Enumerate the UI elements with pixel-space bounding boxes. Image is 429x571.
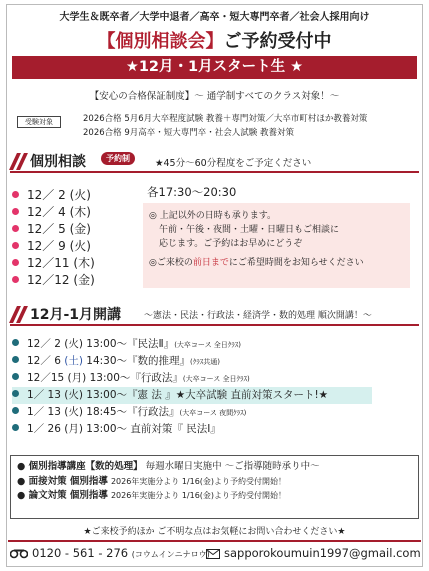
notice-box <box>143 203 410 288</box>
phone-icon <box>10 548 28 562</box>
class-row: 12／ 2 (火) 13:00～『民法Ⅱ』(大卒コース 全日ｸﾗｽ) <box>12 336 241 353</box>
consult-title: 個別相談 <box>30 154 86 170</box>
consult-date-row: 12／ 2 (火) <box>12 187 91 203</box>
consult-date-row: 12／ 4 (木) <box>12 204 91 220</box>
class-row: 12／ 6 (土) 14:30～『数的推理』(ｸﾗｽ共通) <box>12 353 220 370</box>
notice-line: 午前・午後・夜間・土曜・日曜日もご相談に <box>159 225 340 235</box>
title-main: 個別相談会 <box>115 31 206 52</box>
footer-divider <box>8 540 421 542</box>
footer-note: ★ご来校予約ほか ご不明な点はお気軽にお問い合わせください★ <box>83 527 346 537</box>
reservation-badge: 予約制 <box>101 152 135 165</box>
slash-icon <box>10 152 26 170</box>
notice-line: 応じます。ご予約はお早めにどうぞ <box>159 239 303 249</box>
bullet-dot-icon <box>12 276 19 283</box>
start-banner: ★12月・1月スタート生 ★ <box>12 56 417 79</box>
title-bracket-close: 】 <box>205 31 224 52</box>
bullet-dot-icon <box>12 373 19 380</box>
bullet-dot-icon <box>12 407 19 414</box>
consult-time-range: 各17:30～20:30 <box>147 185 237 199</box>
consult-date-row: 12／ 5 (金) <box>12 221 91 237</box>
section-divider <box>10 324 419 326</box>
classes-subtitle: ～憲法・民法・行政法・経済学・数的処理 順次開講！～ <box>144 311 372 321</box>
phone-reading: (コウムインニナロウ) <box>131 550 210 559</box>
classes-title: 12月-1月開講 <box>30 307 122 323</box>
slash-icon <box>10 305 26 323</box>
consult-date-row: 12／11 (木) <box>12 255 95 271</box>
audience-line: 大学生＆既卒者／大学中退者／高卒・短大専門卒者／社会人採用向け <box>59 12 370 23</box>
program-line: ● 面接対策 個別指導 2026年実施分より 1/16(金)より予約受付開始！ <box>17 475 287 487</box>
class-row-highlighted: 1／ 13 (火) 13:00～『憲 法 』★大卒試験 直前対策スタート!★ <box>12 387 372 404</box>
bullet-dot-icon <box>12 208 19 215</box>
bullet-dot-icon <box>12 424 19 431</box>
phone-number[interactable]: 0120 - 561 - 276 <box>32 546 129 560</box>
target-line-1: 2026合格 5月6月大卒程度試験 教養＋専門対策／大卒市町村ほか教養対策 <box>83 114 368 124</box>
page-title <box>0 27 429 53</box>
phone-contact[interactable] <box>10 546 210 562</box>
title-suffix: ご予約受付中 <box>223 31 332 52</box>
bullet-dot-icon <box>12 242 19 249</box>
bullet-dot-icon <box>12 191 19 198</box>
title-bracket-open: 【 <box>97 31 116 52</box>
duration-note: ★45分～60分程度をご予定ください <box>155 158 312 169</box>
email-contact[interactable] <box>206 546 421 562</box>
mail-icon <box>206 548 220 562</box>
class-row: 1／ 26 (月) 13:00～ 直前対策『 民法Ⅰ』 <box>12 421 221 438</box>
bullet-dot-icon <box>12 390 19 397</box>
notice-line: ◎ご来校の前日までにご希望時間をお知らせください <box>149 258 364 268</box>
program-line: ● 論文対策 個別指導 2026年実施分より 1/16(金)より予約受付開始！ <box>17 490 287 501</box>
guarantee-text: 【安心の合格保証制度】～ 通学制すべてのクラス対象！～ <box>89 91 340 102</box>
target-tag: 受験対象 <box>17 116 61 128</box>
consult-date-row: 12／ 9 (火) <box>12 238 91 254</box>
bullet-dot-icon <box>12 259 19 266</box>
bullet-dot-icon <box>12 339 19 346</box>
programs-box <box>10 455 419 519</box>
consult-date-row: 12／12 (金) <box>12 272 95 288</box>
email-address[interactable]: sapporokoumuin1997@gmail.com <box>224 546 421 560</box>
program-line: ● 個別指導講座【数的処理】 毎週水曜日実施中 ～ご指導随時承り中～ <box>17 461 320 472</box>
notice-line: ◎ 上記以外の日時も承ります。 <box>149 211 276 221</box>
section-divider <box>10 171 419 173</box>
class-row: 12／15 (月) 13:00～『行政法』(大卒コース 全日ｸﾗｽ) <box>12 370 250 387</box>
target-line-2: 2026合格 9月高卒・短大専門卒・社会人試験 教養対策 <box>83 128 294 138</box>
bullet-dot-icon <box>12 356 19 363</box>
bullet-dot-icon <box>12 225 19 232</box>
class-row: 1／ 13 (火) 18:45～『行政法』(大卒コース 夜間ｸﾗｽ) <box>12 404 246 421</box>
